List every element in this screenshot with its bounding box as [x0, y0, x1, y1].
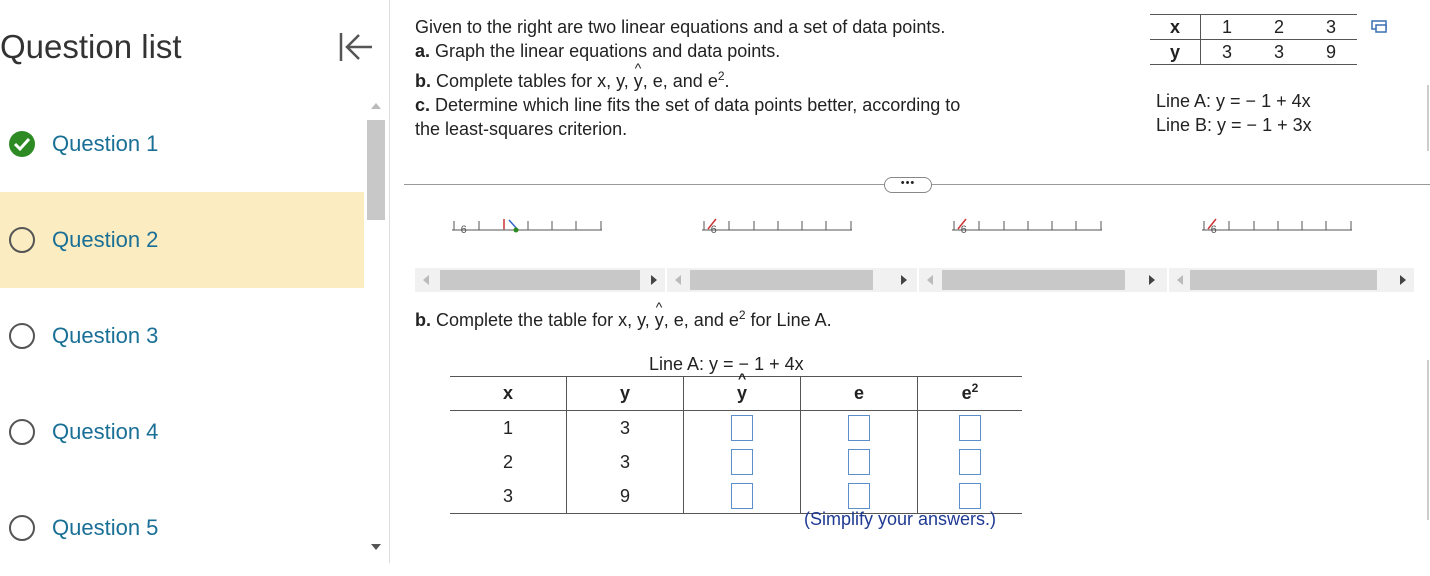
yhat-input[interactable] — [731, 483, 753, 509]
e-squared-input[interactable] — [959, 483, 981, 509]
graph-scrollbar-4[interactable] — [1169, 268, 1414, 292]
data-points-table — [1150, 14, 1357, 65]
axis-tick-label: -6 — [1207, 224, 1217, 235]
empty-circle-icon — [8, 226, 36, 254]
scroll-right-icon[interactable] — [1400, 275, 1406, 285]
scrollbar-thumb[interactable] — [367, 120, 385, 220]
cell-y: 3 — [567, 411, 684, 446]
graph-scrollbar-3[interactable] — [919, 268, 1167, 292]
graph-preview-2[interactable] — [702, 217, 854, 235]
data-y-cell: 3 — [1273, 41, 1284, 62]
sidebar-item-question-3[interactable] — [0, 288, 364, 384]
data-y-cell: 9 — [1325, 41, 1336, 62]
problem-intro: Given to the right are two linear equations and a set of data points. — [415, 17, 946, 37]
axis-tick-label: -6 — [707, 224, 717, 235]
graph-preview-1[interactable] — [452, 217, 604, 235]
part-b-text: b. Complete tables for x, y, ^ y, e, and $e^2$. — [415, 69, 1055, 93]
scroll-left-icon[interactable] — [675, 275, 681, 285]
graph-scrollbar-2[interactable] — [667, 268, 917, 292]
part-c-text-line2: the least-squares criterion. — [415, 119, 628, 139]
expand-more-button[interactable]: ••• — [884, 177, 932, 193]
question-label: Question 1 — [52, 131, 159, 156]
scroll-up-icon[interactable] — [371, 103, 381, 109]
table-row — [450, 445, 1022, 479]
scroll-left-icon[interactable] — [927, 275, 933, 285]
col-header-y: y — [567, 377, 684, 411]
sidebar-item-question-2[interactable] — [0, 192, 364, 288]
e-input[interactable] — [848, 449, 870, 475]
scrollbar-thumb[interactable] — [690, 270, 873, 290]
simplify-note: (Simplify your answers.) — [804, 509, 997, 529]
cell-x: 3 — [502, 485, 513, 506]
col-header-e: e — [801, 377, 918, 411]
e-input[interactable] — [848, 415, 870, 441]
sidebar-item-question-1[interactable] — [0, 96, 364, 192]
cell-y: 9 — [567, 479, 684, 514]
scroll-right-icon[interactable] — [651, 275, 657, 285]
empty-circle-icon — [8, 514, 36, 542]
cell-y: 3 — [567, 445, 684, 479]
scrollbar-thumb[interactable] — [942, 270, 1125, 290]
col-header-e-squared: $e^2$ — [918, 377, 1023, 411]
scrollbar-thumb[interactable] — [1190, 270, 1377, 290]
question-label: Question 3 — [52, 323, 159, 348]
table-row — [450, 411, 1022, 446]
empty-circle-icon — [8, 322, 36, 350]
line-b-equation: Line B: y = − 1 + 3x — [1156, 115, 1312, 135]
panel-edge — [1427, 360, 1429, 520]
cell-e-squared — [918, 445, 1023, 479]
question-label: Question 5 — [52, 515, 159, 540]
data-x-cell: 2 — [1273, 16, 1284, 37]
scroll-right-icon[interactable] — [1149, 275, 1155, 285]
sidebar-item-question-4[interactable] — [0, 384, 364, 480]
scroll-down-icon[interactable] — [371, 544, 381, 550]
data-x-cell: 3 — [1325, 16, 1336, 37]
answer-table — [450, 376, 1022, 514]
copy-table-icon[interactable] — [1370, 18, 1390, 36]
part-a-text: a. Graph the linear equations and data points. — [415, 41, 781, 61]
empty-circle-icon — [8, 418, 36, 446]
cell-x: 2 — [502, 451, 513, 472]
panel-edge — [1427, 85, 1429, 151]
cell-e — [801, 445, 918, 479]
data-y-header: y — [1150, 40, 1201, 65]
e-squared-input[interactable] — [959, 449, 981, 475]
cell-yhat — [684, 411, 801, 446]
cell-e — [801, 411, 918, 446]
scroll-right-icon[interactable] — [901, 275, 907, 285]
question-label: Question 2 — [52, 227, 159, 252]
graph-preview-3[interactable] — [952, 217, 1104, 235]
col-header-yhat: ^ y — [684, 377, 801, 411]
axis-tick-label: -6 — [957, 224, 967, 235]
part-b-instruction: b. Complete the table for x, y, ^ y, e, and $e^2$ for Line A. — [415, 308, 832, 332]
cell-yhat — [684, 479, 801, 514]
yhat-input[interactable] — [731, 415, 753, 441]
graph-scrollbar-1[interactable] — [415, 268, 665, 292]
answer-table-caption: Line A: y = − 1 + 4x — [649, 354, 804, 374]
cell-yhat — [684, 445, 801, 479]
data-y-cell: 3 — [1221, 41, 1232, 62]
axis-tick-label: -6 — [457, 224, 467, 235]
cell-e-squared — [918, 411, 1023, 446]
data-x-cell: 1 — [1221, 16, 1232, 37]
line-a-equation: Line A: y = − 1 + 4x — [1156, 91, 1311, 111]
sidebar-title: Question list — [0, 28, 182, 65]
scroll-left-icon[interactable] — [1177, 275, 1183, 285]
sidebar-item-question-5[interactable] — [0, 480, 364, 576]
e-squared-input[interactable] — [959, 415, 981, 441]
data-x-header: x — [1150, 15, 1201, 40]
part-c-text: c. Determine which line fits the set of data points better, according to — [415, 95, 961, 115]
question-list-sidebar — [0, 0, 390, 563]
col-header-x: x — [450, 377, 567, 411]
yhat-input[interactable] — [731, 449, 753, 475]
check-circle-icon — [8, 130, 36, 158]
question-label: Question 4 — [52, 419, 159, 444]
problem-statement — [415, 15, 1055, 141]
scroll-left-icon[interactable] — [423, 275, 429, 285]
e-input[interactable] — [848, 483, 870, 509]
scrollbar-thumb[interactable] — [440, 270, 640, 290]
collapse-panel-icon[interactable] — [336, 30, 376, 64]
cell-x: 1 — [502, 417, 513, 438]
graph-preview-4[interactable] — [1202, 217, 1354, 235]
